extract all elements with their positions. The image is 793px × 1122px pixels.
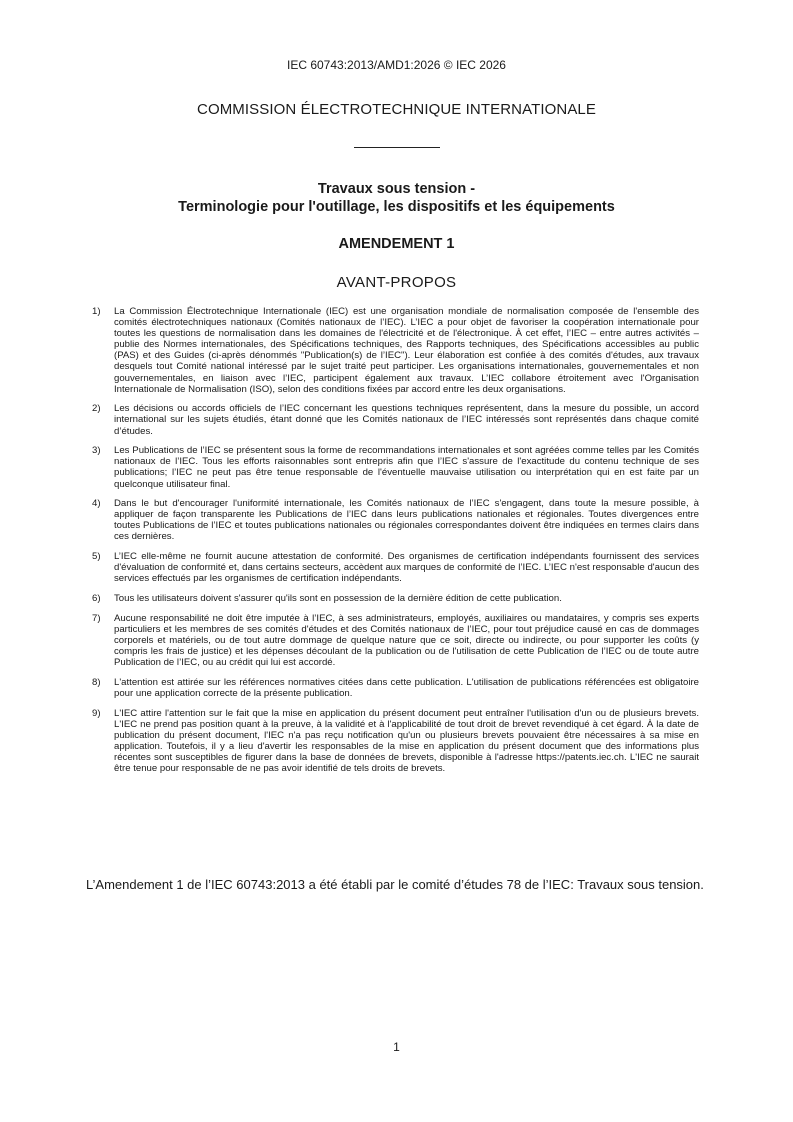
foreword-clauses [92, 306, 699, 783]
clause-text: Tous les utilisateurs doivent s'assurer qu'ils sont en possession de la dernière édition de cette publication. [114, 593, 562, 605]
clause-number: 4) [92, 498, 101, 510]
clause-number: 7) [92, 612, 101, 624]
clause-text: Les décisions ou accords officiels de l’IEC concernant les questions techniques représentent, dans la mesure du possible, un accord international sur les sujets étudiés, étant donné que les Comités nationaux de l’IEC intéressés sont représentés dans chaque comité d’études. [114, 403, 699, 437]
clause-item [92, 593, 699, 604]
document-title [0, 180, 793, 216]
clause-number: 8) [92, 676, 101, 688]
organization-name: COMMISSION ÉLECTROTECHNIQUE INTERNATIONALE [197, 101, 596, 118]
foreword-heading: AVANT-PROPOS [336, 274, 457, 291]
clause-item [92, 445, 699, 489]
clause-number: 2) [92, 403, 101, 415]
clause-item [92, 498, 699, 542]
clause-number: 6) [92, 593, 101, 605]
clause-number: 1) [92, 306, 101, 317]
clause-item [92, 551, 699, 584]
clause-text: Aucune responsabilité ne doit être imputée à l’IEC, à ses administrateurs, employés, auxiliaires ou mandataires, y compris ses experts particuliers et les membres de ses comités d'études et des Comités nationaux de l’IEC, pour tout préjudice causé en cas de dommages corporels et matériels, ou de tout autre dommage de quelque nature que ce soit, directe ou indirecte, ou pour supporter les coûts (y compris les frais de justice) et les dépenses découlant de la publication ou de l'utilisation de cette Publication de l’IEC ou de toute autre Publication de l’IEC, ou au crédit qui lui est accordé. [114, 612, 699, 669]
clause-number: 3) [92, 445, 101, 457]
amendment-heading: AMENDEMENT 1 [338, 236, 455, 252]
clause-item [92, 613, 699, 668]
clause-number: 5) [92, 551, 101, 563]
title-line-1: Travaux sous tension - [317, 181, 476, 197]
clause-item [92, 708, 699, 775]
clause-text: La Commission Électrotechnique Internationale (IEC) est une organisation mondiale de normalisation composée de l'ensemble des comités électrotechniques nationaux (Comités nationaux de l’IEC). L’IEC a pour objet de favoriser la coopération internationale pour toutes les questions de normalisation dans les domaines de l'électricité et de l'électronique. À cet effet, l’IEC – entre autres activités – publie des Normes internationales, des Spécifications techniques, des Rapports techniques, des Spécifications accessibles au public (PAS) et des Guides (ci-après dénommés "Publication(s) de l’IEC"). Leur élaboration est confiée à des comités d'études, aux travaux desquels tout Comité national intéressé par le sujet traité peut participer. Les organisations internationales, gouvernementales et non gouvernementales, en liaison avec l’IEC, participent également aux travaux. L’IEC collabore étroitement avec l'Organisation Internationale de Normalisation (ISO), selon des conditions fixées par accord entre les deux organisations. [114, 306, 699, 395]
clause-item [92, 677, 699, 699]
separator-rule [354, 147, 440, 148]
clause-text: L’IEC elle-même ne fournit aucune attestation de conformité. Des organismes de certification indépendants fournissent des services d'évaluation de conformité et, dans certains secteurs, accèdent aux marques de conformité de l’IEC. L’IEC n'est responsable d'aucun des services effectués par les organismes de certification indépendants. [114, 551, 699, 585]
clause-item [92, 403, 699, 436]
clause-text: L'attention est attirée sur les références normatives citées dans cette publication. L'utilisation de publications référencées est obligatoire pour une application correcte de la présente publication. [114, 676, 699, 699]
document-reference: IEC 60743:2013/AMD1:2026 © IEC 2026 [287, 58, 506, 72]
closing-paragraph: L’Amendement 1 de l’IEC 60743:2013 a été établi par le comité d’études 78 de l’IEC: Travaux sous tension. [86, 877, 704, 892]
page-number: 1 [393, 1040, 400, 1054]
clause-number: 9) [92, 707, 101, 719]
clause-text: Dans le but d'encourager l'uniformité internationale, les Comités nationaux de l’IEC s'engagent, dans toute la mesure possible, à appliquer de façon transparente les Publications de l’IEC dans leurs publications nationales et régionales. Toutes divergences entre toutes Publications de l’IEC et toutes publications nationales ou régionales correspondantes doivent être indiquées en termes clairs dans ces dernières. [114, 498, 699, 543]
clause-text: L'IEC attire l'attention sur le fait que la mise en application du présent document peut entraîner l'utilisation d'un ou de plusieurs brevets. L'IEC ne prend pas position quant à la preuve, à la validité et à l'applicabilité de tout droit de brevet revendiqué à cet égard. À la date de publication du présent document, l'IEC n'a pas reçu notification qu'un ou plusieurs brevets pouvaient être nécessaires à sa mise en application. Toutefois, il y a lieu d'avertir les responsables de la mise en application du présent document que des informations plus récentes sont susceptibles de figurer dans la base de données de brevets, disponible à l'adresse https://patents.iec.ch. L'IEC ne saurait être tenue pour responsable de ne pas avoir identifié de tels droits de brevets. [114, 707, 699, 775]
title-line-2: Terminologie pour l'outillage, les dispositifs et les équipements [178, 199, 615, 215]
clause-text: Les Publications de l’IEC se présentent sous la forme de recommandations internationales et sont agréées comme telles par les Comités nationaux de l’IEC. Tous les efforts raisonnables sont entrepris afin que l’IEC s'assure de l'exactitude du contenu technique de ses publications; l’IEC ne peut pas être tenue responsable de l'éventuelle mauvaise utilisation ou interprétation qui en est faite par un quelconque utilisateur final. [114, 445, 699, 490]
clause-item [92, 306, 699, 395]
